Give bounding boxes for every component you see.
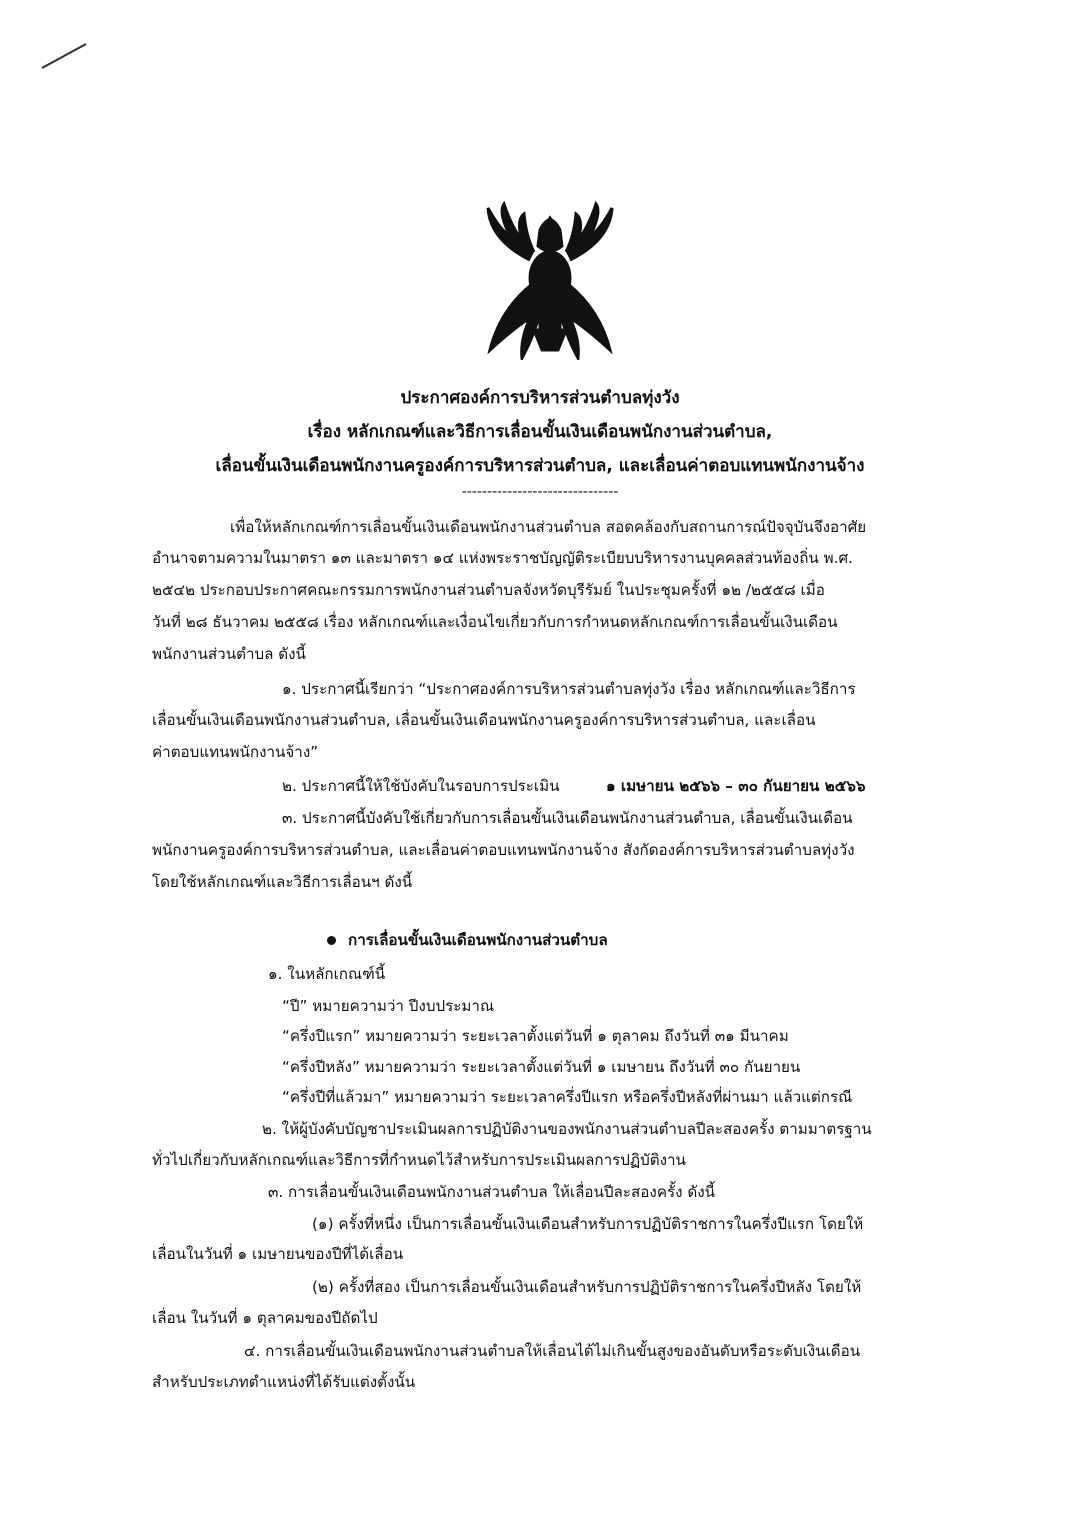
- evaluation-period: ๑ เมษายน ๒๕๖๖ – ๓๐ กันยายน ๒๕๖๖: [606, 777, 866, 795]
- preamble-line: เพื่อให้หลักเกณฑ์การเลื่อนขั้นเงินเดือนพนักงานส่วนตำบล สอดคล้องกับสถานการณ์ปัจจุบันจึงอาศัย: [230, 518, 867, 536]
- section-line: ๒. ให้ผู้บังคับบัญชาประเมินผลการปฏิบัติงานของพนักงานส่วนตำบลปีละสองครั้ง ตามมาตรฐาน: [262, 1120, 872, 1138]
- section-line: ๑. ในหลักเกณฑ์นี้: [268, 965, 386, 983]
- preamble-line: อำนาจตามความในมาตรา ๑๓ และมาตรา ๑๔ แห่งพระราชบัญญัติระเบียบบริหารงานบุคคลส่วนท้องถิ่น พ.ศ.: [152, 549, 853, 567]
- section-line: เลื่อนในวันที่ ๑ เมษายนของปีที่ได้เลื่อน: [152, 1245, 404, 1263]
- preamble-line: วันที่ ๒๘ ธันวาคม ๒๕๕๘ เรื่อง หลักเกณฑ์และเงื่อนไขเกี่ยวกับการกำหนดหลักเกณฑ์การเลื่อนขั้นเงินเดือน: [152, 613, 838, 631]
- clause-2-label: ๒. ประกาศนี้ให้ใช้บังคับในรอบการประเมิน: [282, 777, 560, 795]
- clause-1-line: ๑. ประกาศนี้เรียกว่า “ประกาศองค์การบริหารส่วนตำบลทุ่งวัง เรื่อง หลักเกณฑ์และวิธีการ: [282, 680, 856, 698]
- clause-1-line: เลื่อนขั้นเงินเดือนพนักงานส่วนตำบล, เลื่อนขั้นเงินเดือนพนักงานครูองค์การบริหารส่วนตำบล, และเลื่อน: [152, 711, 816, 729]
- section-line: ทั่วไปเกี่ยวกับหลักเกณฑ์และวิธีการที่กำหนดไว้สำหรับการประเมินผลการปฏิบัติงาน: [152, 1151, 686, 1169]
- clause-3-line: ๓. ประกาศนี้บังคับใช้เกี่ยวกับการเลื่อนขั้นเงินเดือนพนักงานส่วนตำบล, เลื่อนขั้นเงินเดือน: [282, 809, 853, 827]
- garuda-emblem-icon: [470, 200, 630, 360]
- preamble-line: ๒๕๔๒ ประกอบประกาศคณะกรรมการพนักงานส่วนตำบลจังหวัดบุรีรัมย์ ในประชุมครั้งที่ ๑๒ /๒๕๕๘ เมื่อ: [152, 581, 825, 599]
- section-heading: การเลื่อนขั้นเงินเดือนพนักงานส่วนตำบล: [327, 929, 608, 951]
- clause-3-line: โดยใช้หลักเกณฑ์และวิธีการเลื่อนฯ ดังนี้: [152, 873, 413, 891]
- section-line: ๔. การเลื่อนขั้นเงินเดือนพนักงานส่วนตำบลให้เลื่อนได้ไม่เกินขั้นสูงของอันดับหรือระดับเงินเดือน: [244, 1342, 861, 1360]
- section-line: เลื่อน ในวันที่ ๑ ตุลาคมของปีถัดไป: [152, 1309, 378, 1327]
- definition-line: “ครึ่งปีที่แล้วมา” หมายความว่า ระยะเวลาครึ่งปีแรก หรือครึ่งปีหลังที่ผ่านมา แล้วแต่กรณี: [282, 1088, 853, 1106]
- section-line: (๒) ครั้งที่สอง เป็นการเลื่อนขั้นเงินเดือนสำหรับการปฏิบัติราชการในครึ่งปีหลัง โดยให้: [312, 1278, 862, 1296]
- announcement-title: ประกาศองค์การบริหารส่วนตำบลทุ่งวัง: [400, 388, 680, 408]
- section-line: สำหรับประเภทตำแหน่งที่ได้รับแต่งตั้งนั้น: [152, 1373, 416, 1391]
- clause-3-line: พนักงานครูองค์การบริหารส่วนตำบล, และเลื่อนค่าตอบแทนพนักงานจ้าง สังกัดองค์การบริหารส่วนตำบลทุ่งวัง: [152, 841, 855, 859]
- title-separator: -------------------------------: [461, 484, 619, 500]
- pen-scratch-mark: [40, 40, 90, 70]
- clause-1-line: ค่าตอบแทนพนักงานจ้าง”: [152, 743, 319, 761]
- announcement-subject: เรื่อง หลักเกณฑ์และวิธีการเลื่อนขั้นเงินเดือนพนักงานส่วนตำบล,: [307, 422, 773, 442]
- section-line: ๓. การเลื่อนขั้นเงินเดือนพนักงานส่วนตำบล ให้เลื่อนปีละสองครั้ง ดังนี้: [268, 1183, 716, 1201]
- preamble-line: พนักงานส่วนตำบล ดังนี้: [152, 645, 306, 663]
- definition-line: “ครึ่งปีแรก” หมายความว่า ระยะเวลาตั้งแต่วันที่ ๑ ตุลาคม ถึงวันที่ ๓๑ มีนาคม: [282, 1027, 789, 1045]
- section-line: (๑) ครั้งที่หนึ่ง เป็นการเลื่อนขั้นเงินเดือนสำหรับการปฏิบัติราชการในครึ่งปีแรก โดยให้: [312, 1215, 864, 1233]
- announcement-subject-cont: เลื่อนขั้นเงินเดือนพนักงานครูองค์การบริหารส่วนตำบล, และเลื่อนค่าตอบแทนพนักงานจ้าง: [215, 456, 865, 476]
- definition-line: “ปี” หมายความว่า ปีงบประมาณ: [282, 997, 495, 1015]
- bullet-icon: [327, 936, 336, 945]
- definition-line: “ครึ่งปีหลัง” หมายความว่า ระยะเวลาตั้งแต่วันที่ ๑ เมษายน ถึงวันที่ ๓๐ กันยายน: [282, 1058, 801, 1076]
